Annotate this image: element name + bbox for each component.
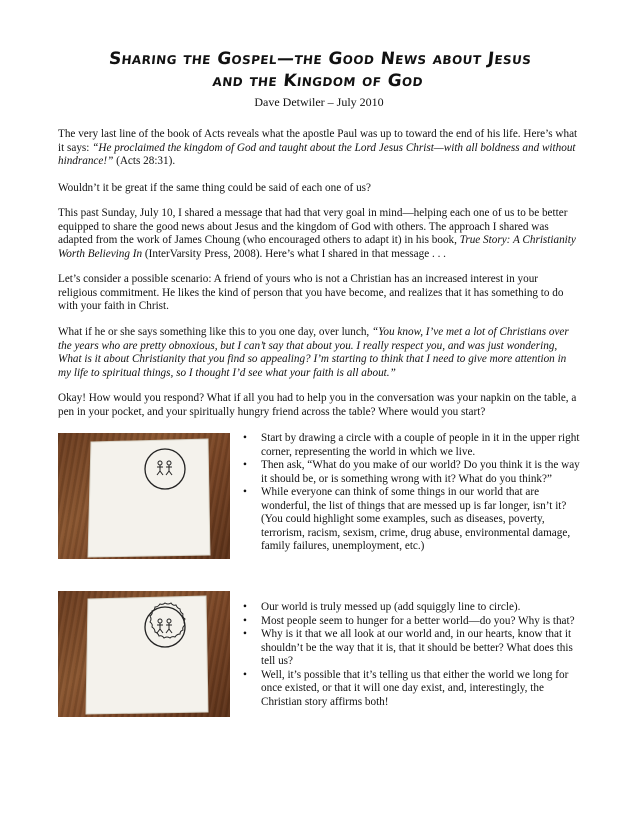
friend-quote: “You know, I’ve met a lot of Christians over the years who are pretty obnoxious, but I can’t say that about you. I really respect you, and was just wondering, What is it about Christianity that you find so appealing? I’m starting to think that I need to give more attention in my life to spiritual things, so I thought I’d see what your faith is all about.” [58,326,569,379]
author-date-line: Dave Detwiler – July 2010 [254,95,384,109]
paragraph-question: Wouldn’t it be great if the same thing could be said of each one of us? [58,182,371,194]
bullet-item: • Well, it’s possible that it’s telling us that either the world we long for once existed, or that it will one day exist, and, interestingly, the Christian story affirms both! [243,669,583,710]
bullet-item: • Most people seem to hunger for a better world—do you? Why is that? [243,615,583,629]
title-line-1: Sharing the Gospel—the Good News about Jesus [107,49,533,69]
bullet-item: • Start by drawing a circle with a couple of people in it in the upper right corner, representing the world in which we live. [243,432,583,459]
bullet-item: • Then ask, “What do you make of our world? Do you think it is the way it should be, or is something wrong with it? What do you think?” [243,459,583,486]
paragraph-acts-text: The very last line of the book of Acts reveals what the apostle Paul was up to toward the end of his life. Here’s what it says: [58,128,578,154]
paragraph-acts [58,128,578,169]
bullet-item: • Why is it that we all look at our world and, in our hearts, know that it shouldn’t be the way that it is, that it should be better? What does this tell us? [243,628,583,669]
document-title [58,48,581,92]
paragraph-message-text: This past Sunday, July 10, I shared a message that had that very goal in mind—helping each one of us to be better equipped to share the good news about Jesus and the kingdom of God with others. The approach I shared was adapted from the work of James Choung (who encouraged others to adapt it) in his book, [58,207,568,246]
acts-quote: “He proclaimed the kingdom of God and taught about the Lord Jesus Christ—with all boldness and without hindrance!” [58,141,576,167]
paragraph-respond: Okay! How would you respond? What if all you had to help you in the conversation was your napkin on the table, a pen in your pocket, and your spiritually hungry friend across the table? Where would you start? [58,392,577,418]
napkin-drawing-circle [58,433,230,559]
title-line-2: and the Kingdom of God [211,71,425,91]
napkin-photo-circle [58,433,230,559]
napkin-drawing-squiggly [58,591,230,717]
bullet-list-1 [243,432,583,554]
bullet-item: • Our world is truly messed up (add squiggly line to circle). [243,601,583,615]
acts-reference: (Acts 28:31). [113,155,176,167]
bullet-item: • While everyone can think of some things in our world that are wonderful, the list of things that are messed up is far longer, isn’t it? (You could highlight some examples, such as diseases, poverty, terrorism, racism, sexism, crime, drug abuse, environmental damage, family failures, unemployment, etc.) [243,486,583,554]
paragraph-message-end: (InterVarsity Press, 2008). Here’s what I shared in that message . . . [142,247,446,260]
paragraph-lunch [58,326,578,380]
paragraph-scenario: Let’s consider a possible scenario: A friend of yours who is not a Christian has an increased interest in your religious commitment. He likes the kind of person that you have become, and realizes that it has something to do with your faith in Christ. [58,273,564,312]
paragraph-message [58,207,578,261]
napkin-photo-squiggly-circle [58,591,230,717]
napkin [86,596,208,714]
paragraph-lunch-text: What if he or she says something like this to you one day, over lunch, [58,326,373,338]
book-title: True Story: A Christianity Worth Believing In [58,234,576,260]
bullet-list-2 [243,601,583,709]
